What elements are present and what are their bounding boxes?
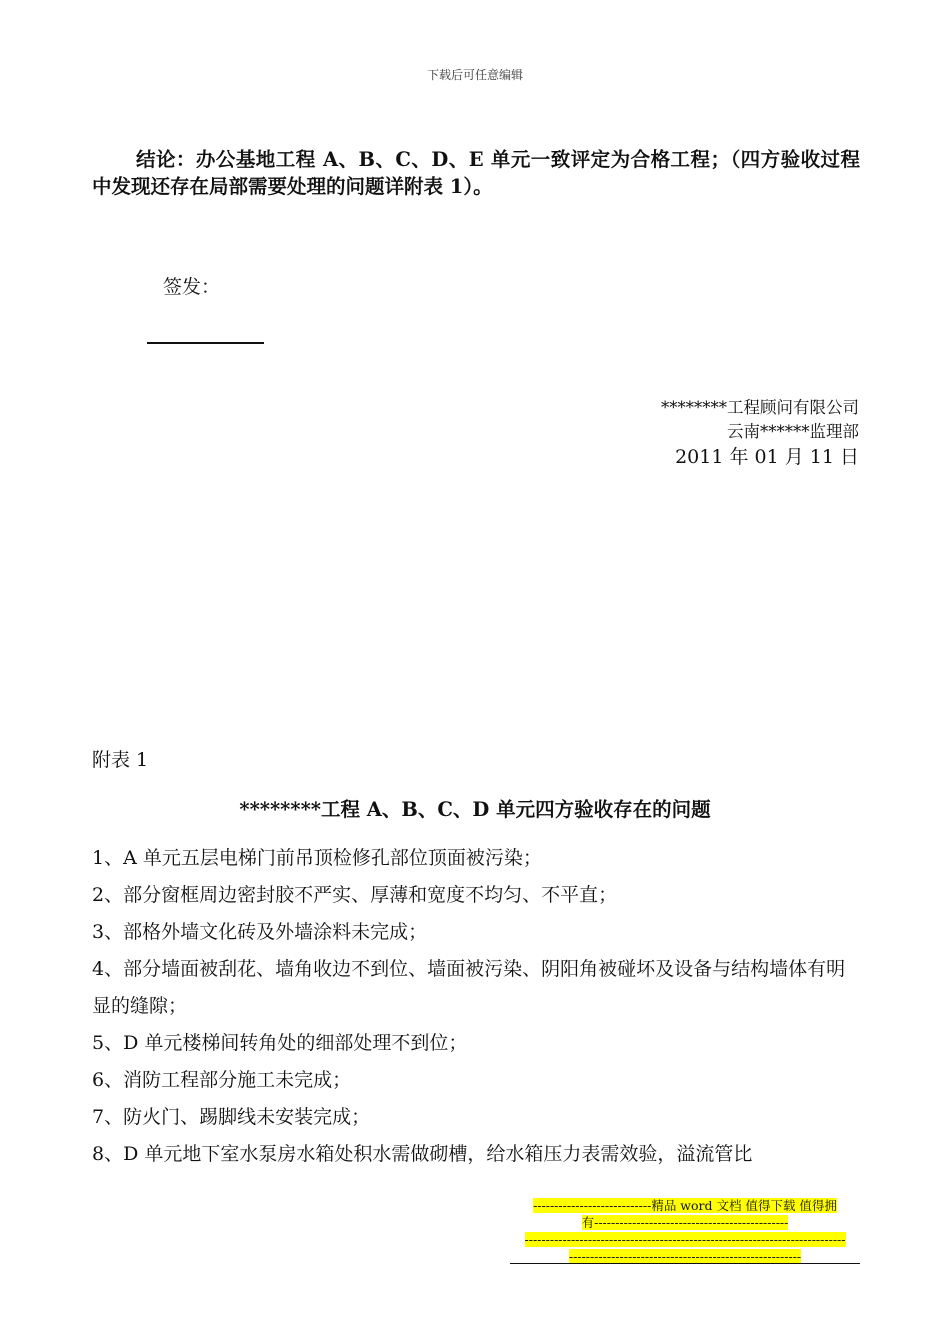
list-item: 4、部分墙面被刮花、墙角收边不到位、墙面被污染、阴阳角被碰坏及设备与结构墙体有明显的缝隙； <box>92 958 846 1017</box>
list-item: 1、A 单元五层电梯门前吊顶检修孔部位顶面被污染； <box>92 847 542 869</box>
footer-watermark <box>510 1197 860 1265</box>
footer-line-3: ---------------------------------------------------------------------------- <box>524 1232 846 1247</box>
issuer-company: ********工程顾问有限公司 <box>661 398 859 417</box>
footer-line-4: ------------------------------------------------------- <box>568 1249 802 1264</box>
appendix-label: 附表 1 <box>92 749 149 771</box>
list-item: 6、消防工程部分施工未完成； <box>92 1069 352 1091</box>
list-item: 2、部分窗框周边密封胶不严实、厚薄和宽度不均匀、不平直； <box>92 884 618 906</box>
issuer-block <box>661 396 859 470</box>
signature-line <box>147 342 264 344</box>
conclusion-paragraph: 结论：办公基地工程 A、B、C、D、E 单元一致评定为合格工程；（四方验收过程中发现还存在局部需要处理的问题详附表 1）。 <box>92 148 860 198</box>
sign-label: 签发： <box>163 276 221 298</box>
issue-list <box>92 840 862 1173</box>
list-item: 5、D 单元楼梯间转角处的细部处理不到位； <box>92 1032 468 1054</box>
footer-line-1: ----------------------------精品 word 文档 值得下载 值得拥 <box>533 1198 837 1213</box>
appendix-title: ********工程 A、B、C、D 单元四方验收存在的问题 <box>239 798 711 821</box>
list-item: 8、D 单元地下室水泵房水箱处积水需做砌槽，给水箱压力表需效验，溢流管比 <box>92 1143 753 1165</box>
header-note: 下载后可任意编辑 <box>426 68 523 82</box>
footer-rule <box>510 1263 860 1264</box>
issuer-department: 云南******监理部 <box>727 422 859 441</box>
issue-date: 2011 年 01 月 11 日 <box>675 446 859 468</box>
list-item: 3、部格外墙文化砖及外墙涂料未完成； <box>92 921 428 943</box>
footer-line-2: 有---------------------------------------------- <box>581 1215 789 1230</box>
list-item: 7、防火门、踢脚线未安装完成； <box>92 1106 371 1128</box>
